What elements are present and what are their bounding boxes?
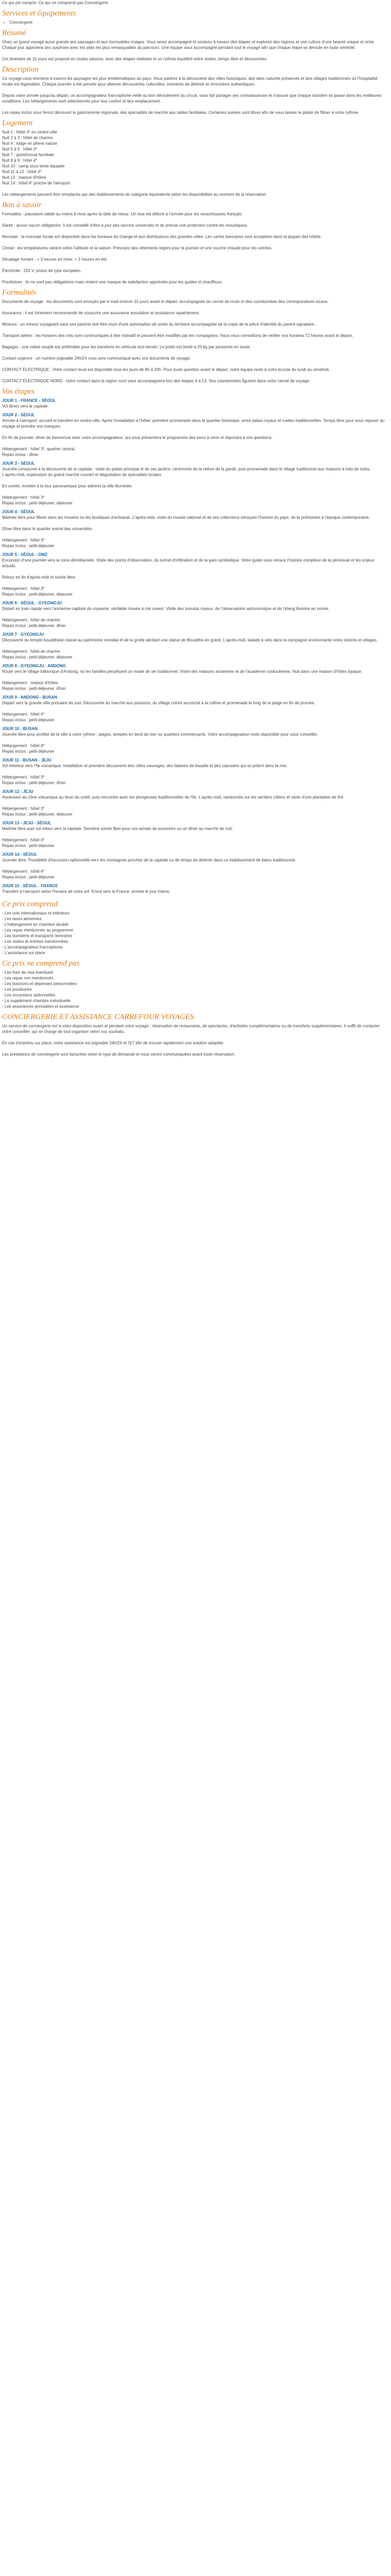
day-title: JOUR 3 - SÉOUL (2, 461, 35, 466)
day-text: Matinée libre puis vol retour vers la capitale. Dernière soirée libre pour vos achats de souvenirs ou un dîner au marché de nuit. Hébergement : hôtel 4* Repas inclus : petit-déjeuner (2, 826, 233, 848)
day-text: Ascension du cône volcanique au lever du soleil, puis rencontre avec les plongeuses traditionnelles de l'île. L'après-midi, randonnée sur les sentiers côtiers et visite d'une plantation de thé. Hébergement : hôtel 3* Repas inclus : petit-déjeuner, déjeuner (2, 795, 345, 817)
day-title: JOUR 7 - GYEONGJU (2, 632, 44, 637)
section-title-description: Description (2, 65, 39, 74)
logement-text: Nuit 1 : hôtel 3* en centre-ville Nuit 2 à 3 : hôtel de charme Nuit 4 : lodge en pleine nature Nuit 5 à 6 : hôtel 3* Nuit 7 : guesthouse familiale Nuit 8 à 9 : hôtel 4* Nuit 10 : camp sous tente équipée Nuit 11 à 12 : hôtel 3* Nuit 13 : maison d'hôtes Nuit 14 : hôtel 4* proche de l'aéroport Les hébergements peuvent être remplacés par des établissements de catégorie équivalente selon les disponibilités au moment de la réservation. (2, 130, 267, 197)
day-text: Matinée libre pour flâner dans les musées ou les boutiques d'artisanat. L'après-midi, visite du musée national et de ses collections retraçant l'histoire du pays, de la préhistoire à l'époque contemporaine. Dîner libre dans le quartier animé des universités. Hébergement : hôtel 3* Repas inclus : petit-déjeuner (2, 515, 370, 548)
day-1-text: Vol direct vers la capitale. (2, 404, 49, 409)
day-title: JOUR 6 - SÉOUL - GYEONGJU (2, 601, 62, 605)
day-title: JOUR 2 - SÉOUL (2, 413, 35, 417)
conciergerie-text: Un service de conciergerie est à votre disposition avant et pendant votre voyage : réservation de restaurants, de spectacles, d'activités complémentaires ou de transferts supplémentaires. Il suffit de contacter votre conseiller, qui se charge de tout organiser selon vos souhaits. En cas d'imprévu sur place, notre assistance est joignable 24h/24 et 7j/7 afin de trouver rapidement une solution adaptée. Les prestations de conciergerie sont facturées selon le type de demande et vous seront communiquées avant toute réservation. (2, 1024, 380, 1057)
page (0, 0, 387, 1057)
day-1-title: JOUR 1 - FRANCE - SÉOUL (2, 398, 56, 403)
day-title: JOUR 11 - BUSAN - JEJU (2, 758, 52, 762)
itinerary-day (2, 461, 385, 508)
day-title: JOUR 8 - GYEONGJU - ANDONG (2, 664, 66, 668)
day-text: Journée libre. Possibilité d'excursion optionnelle vers les montagnes proches de la capitale ou de temps de détente dans un établissement de bains traditionnels. Hébergement : hôtel 4* Repas inclus : petit-déjeuner (2, 858, 297, 879)
service-item: • Conciergerie (9, 20, 385, 25)
day-title: JOUR 12 - JEJU (2, 789, 34, 794)
day-text: Excursion d'une journée vers la zone démilitarisée. Visite des points d'observation, du tunnel d'infiltration et de la gare symbolique. Votre guide vous retrace l'histoire complexe de la péninsule et les enjeux actuels. Retour en fin d'après-midi et soirée libre. Hébergement : hôtel 3* Repas inclus : petit-déjeuner, déjeuner (2, 558, 374, 597)
day-text: Départ en train rapide vers l'ancienne capitale du royaume, véritable musée à ciel ouvert. Visite des tumulus royaux, de l'observatoire astronomique et de l'étang illuminé en soirée. Hébergement : hôtel de charme Repas inclus : petit-déjeuner, dîner (2, 606, 330, 628)
section-title-services: Services et équipements (2, 9, 76, 18)
day-text: Transfert à l'aéroport selon l'horaire de votre vol. Envol vers la France, arrivée le jour même. (2, 889, 171, 894)
itinerary-day (2, 694, 385, 725)
itinerary-day (2, 726, 385, 756)
itinerary-day (2, 632, 385, 662)
day-title: JOUR 13 - JEJU - SÉOUL (2, 821, 52, 825)
section-title-non-compris: Ce prix ne comprend pas (2, 959, 80, 968)
itinerary-day (2, 412, 385, 460)
section-title-compris: Ce prix comprend (2, 900, 58, 908)
itinerary-day (2, 820, 385, 851)
day-text: Journée consacrée à la découverte de la capitale : visite du palais principal et de ses jardins, cérémonie de la relève de la garde, puis promenade dans le village traditionnel aux maisons à toits de tuiles. L'après-midi, exploration du grand marché couvert et dégustation de spécialités locales. En soirée, montée à la tour panoramique pour admirer la ville illuminée. Hébergement : hôtel 3* Repas inclus : petit-déjeuner, déjeuner (2, 467, 371, 505)
section-title-vos-etapes: Vos étapes (2, 387, 35, 396)
non-compris-list: - Les frais de visa éventuels - Les repas non mentionnés - Les boissons et dépenses personnelles - Les pourboires - Les excursions optionnelles - Le supplément chambre individuelle - Les assurances annulation et assistance (2, 970, 79, 1009)
itinerary-day (2, 789, 385, 819)
compris-list: - Les vols internationaux et intérieurs - Les taxes aériennes - L'hébergement en chambre double - Les repas mentionnés au programme - Les transferts et transports terrestres - Les visites et entrées mentionnées - L'accompagnateur francophone - L'assistance sur place (2, 911, 73, 955)
day-text: Arrivée à l'aéroport, accueil et transfert en centre-ville. Après l'installation à l'hôtel, première promenade dans le quartier historique, entre palais royaux et ruelles traditionnelles. Temps libre pour vous reposer du voyage et prendre vos marques. En fin de journée, dîner de bienvenue avec votre accompagnateur, qui vous présentera le programme des jours à venir et répondra à vos questions. Hébergement : hôtel 3*, quartier central. Repas inclus : dîner (2, 418, 385, 457)
day-title: JOUR 10 - BUSAN (2, 726, 38, 731)
section-title-bon-a-savoir: Bon à savoir (2, 201, 42, 209)
section-title-conciergerie: CONCIERGERIE ET ASSISTANCE CARREFOUR VOYAGES (2, 1013, 194, 1021)
day-title: JOUR 4 - SÉOUL (2, 510, 35, 514)
day-title: JOUR 15 - SÉOUL - FRANCE (2, 884, 58, 888)
itinerary-day (2, 883, 385, 896)
day-title: JOUR 5 - SÉOUL - DMZ (2, 552, 47, 557)
itinerary-day (2, 552, 385, 599)
day-text: Découverte du temple bouddhiste classé au patrimoine mondial et de la grotte abritant une statue de Bouddha en granit. L'après-midi, balade à vélo dans la campagne environnante entre rizières et villages. Hébergement : hôtel de charme Repas inclus : petit-déjeuner, déjeuner (2, 638, 378, 659)
itinerary-day (2, 509, 385, 551)
itinerary-days (2, 412, 385, 896)
resume-text: Vivez un grand voyage aussi grande aux paysages et aux incroyables images. Vous serez accompagné et soutenu à travers des étapes et explorez des régions et une culture d'une beauté unique et riche. Chaque jour apportera ses surprises avec les sites les plus remarquables du parcours. Une équipe vous accompagne pendant tout le voyage afin que chaque étape se déroule en toute sérénité. Cet itinéraire de 15 jours est proposé en toutes saisons, avec des étapes réalistes et un rythme équilibré entre visites, temps libre et découvertes. (2, 40, 375, 61)
day-text: Journée libre pour profiter de la ville à votre rythme : plages, temples en bord de mer ou quartiers commerçants. Votre accompagnateur reste disponible pour vous conseiller. Hébergement : hôtel 4* Repas inclus : petit-déjeuner (2, 732, 318, 754)
section-title-formalites: Formalités (2, 289, 36, 297)
top-summary: Ce qui est compris: Ce qui ne comprend pas Conciergerie (2, 1, 108, 5)
day-title: JOUR 14 - SÉOUL (2, 852, 38, 857)
itinerary-day (2, 600, 385, 631)
formalites-text: Documents de voyage : les documents sont envoyés par e-mail environ 10 jours avant le départ, accompagnés du carnet de route et des coordonnées des correspondants locaux. Assurance : il est fortement recommandé de souscrire une assurance annulation et assistance rapatriement. Mineurs : un mineur voyageant sans ses parents doit être muni d'une autorisation de sortie du territoire accompagnée de la copie de la pièce d'identité du parent signataire. Transport aérien : les horaires des vols sont communiqués à titre indicatif et peuvent être modifiés par les compagnies. Nous vous conseillons de vérifier vos horaires 72 heures avant le départ. Bagages : une valise souple est préférable pour les transferts en véhicule tout-terrain. Le poids est limité à 20 kg par personne en soute. Contact urgence : un numéro joignable 24h/24 vous sera communiqué avec vos documents de voyage. CONTACT ÉLECTRIQUE : Votre contact local est disponible tous les jours de 8h à 20h. Pour toute question avant le départ, notre équipe reste à votre écoute du lundi au vendredi. CONTACT ÉLECTRIQUE NORD : Votre contact dans la région nord vous accompagnera lors des étapes 9 à 13. Ses coordonnées figurent dans votre carnet de voyage. (2, 299, 353, 383)
day-text: Vol intérieur vers l'île volcanique. Installation et première découverte des côtes sauvages, des falaises de basalte et des cascades qui se jettent dans la mer. Hébergement : hôtel 3* Repas inclus : petit-déjeuner, dîner (2, 764, 288, 785)
section-title-logement: Logement (2, 119, 33, 127)
bon-a-savoir-text: Formalités : passeport valide au moins 6 mois après la date de retour. Un visa est délivré à l'arrivée pour les ressortissants français. Santé : aucun vaccin obligatoire. Il est conseillé d'être à jour des vaccins universels et de prévoir une protection contre les moustiques. Monnaie : la monnaie locale est disponible dans les bureaux de change et aux distributeurs des grandes villes. Les cartes bancaires sont acceptées dans la plupart des hôtels. Climat : les températures varient selon l'altitude et la saison. Prévoyez des vêtements légers pour la journée et une couche chaude pour les soirées. Décalage horaire : + 3 heures en hiver, + 2 heures en été. Électricité : 220 V, prises de type européen. Pourboires : ils ne sont pas obligatoires mais restent une marque de satisfaction appréciée pour les guides et chauffeurs. (2, 212, 322, 284)
itinerary-day (2, 852, 385, 882)
services-list (2, 20, 385, 25)
section-title-resume: Résumé (2, 29, 26, 37)
description-text: Ce voyage vous emmène à travers les paysages les plus emblématiques du pays. Vous partirez à la découverte des villes historiques, des sites naturels préservés et des villages traditionnels où l'hospitalité locale est légendaire. Chaque journée a été pensée pour alterner découvertes culturelles, moments de détente et rencontres authentiques. Depuis votre arrivée jusqu'au départ, un accompagnateur francophone veille au bon déroulement du circuit, vous fait partager ses connaissances et s'assure que chaque transfert se passe dans les meilleures conditions. Les hébergements sont sélectionnés pour leur confort et leur emplacement. Les repas inclus vous feront découvrir la gastronomie régionale, des spécialités de marché aux tables familiales. Certaines soirées sont libres afin de vous laisser le plaisir de flâner à votre rythme. (2, 76, 382, 115)
day-text: Route vers le village folklorique d'Andong, où les familles perpétuent un mode de vie traditionnel. Visite des maisons anciennes et de l'académie confucéenne. Nuit dans une maison d'hôtes typique. Hébergement : maison d'hôtes Repas inclus : petit-déjeuner, dîner (2, 669, 363, 691)
day-text: Départ vers la grande ville portuaire du sud. Découverte du marché aux poissons, du village coloré accroché à la colline et promenade le long de la plage en fin de journée. Hébergement : hôtel 4* Repas inclus : petit-déjeuner (2, 701, 316, 722)
itinerary-day (2, 757, 385, 788)
itinerary-day (2, 663, 385, 693)
day-title: JOUR 9 - ANDONG - BUSAN (2, 695, 57, 700)
